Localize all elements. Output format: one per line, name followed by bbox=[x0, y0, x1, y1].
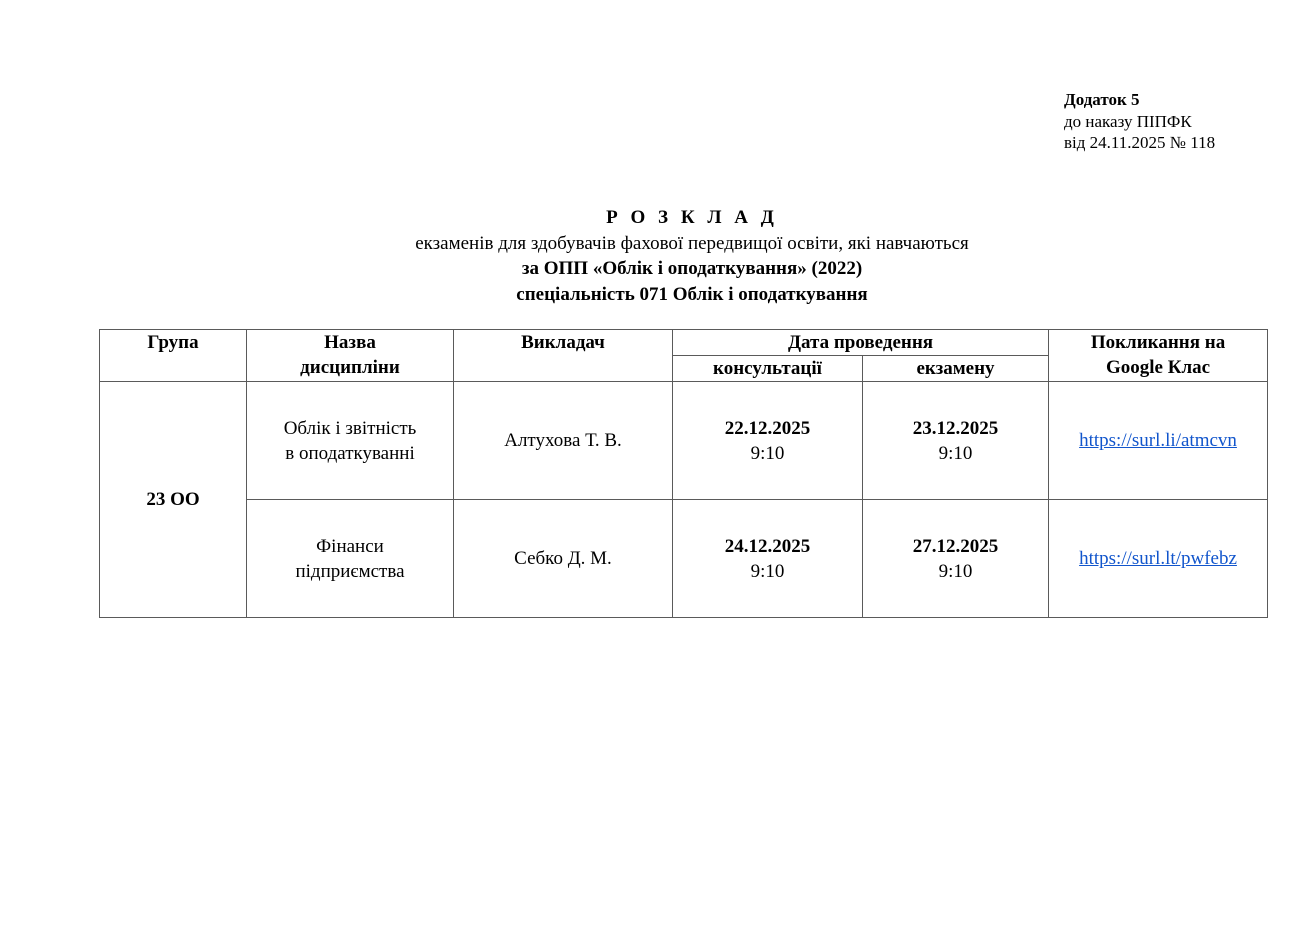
appendix-order-line: до наказу ПІПФК bbox=[1064, 111, 1192, 131]
exam-time: 9:10 bbox=[938, 442, 973, 464]
exam-time: 9:10 bbox=[938, 560, 973, 582]
header-discipline: Назва дисципліни bbox=[247, 330, 454, 382]
exam-cell bbox=[863, 500, 1049, 618]
consultation-date: 22.12.2025 bbox=[724, 417, 811, 439]
consultation-date: 24.12.2025 bbox=[724, 535, 811, 557]
heading-line-2: за ОПП «Облік і оподаткування» (2022) bbox=[521, 258, 863, 279]
document-title: Р О З К Л А Д bbox=[606, 207, 778, 228]
consultation-time: 9:10 bbox=[750, 560, 785, 582]
exam-schedule-table bbox=[99, 329, 1268, 618]
appendix-date-line: від 24.11.2025 № 118 bbox=[1064, 133, 1216, 152]
heading-line-3: спеціальність 071 Облік і оподаткування bbox=[516, 283, 868, 305]
consultation-cell bbox=[673, 382, 863, 500]
link-cell bbox=[1049, 382, 1268, 500]
appendix-title: Додаток 5 bbox=[1064, 90, 1140, 109]
link-cell bbox=[1049, 500, 1268, 618]
appendix-block bbox=[1064, 89, 1215, 154]
header-date: Дата проведення bbox=[673, 330, 1049, 356]
consultation-cell bbox=[673, 500, 863, 618]
header-group: Група bbox=[100, 330, 247, 382]
google-classroom-link[interactable]: https://surl.li/atmcvn bbox=[1079, 430, 1237, 451]
header-exam: екзамену bbox=[863, 356, 1049, 382]
exam-date: 27.12.2025 bbox=[912, 535, 999, 557]
teacher-cell: Алтухова Т. В. bbox=[454, 382, 673, 500]
document-heading bbox=[0, 205, 1316, 307]
table-row bbox=[100, 500, 1268, 618]
discipline-cell: Фінанси підприємства bbox=[247, 500, 454, 618]
discipline-cell: Облік і звітність в оподаткуванні bbox=[247, 382, 454, 500]
table-row bbox=[100, 382, 1268, 500]
exam-date: 23.12.2025 bbox=[912, 417, 999, 439]
google-classroom-link[interactable]: https://surl.lt/pwfebz bbox=[1079, 548, 1237, 569]
header-row bbox=[100, 330, 1268, 356]
teacher-cell: Себко Д. М. bbox=[454, 500, 673, 618]
consultation-time: 9:10 bbox=[750, 442, 785, 464]
exam-cell bbox=[863, 382, 1049, 500]
header-teacher: Викладач bbox=[454, 330, 673, 382]
heading-line-1: екзаменів для здобувачів фахової передвищої освіти, які навчаються bbox=[415, 232, 969, 254]
group-cell: 23 ОО bbox=[100, 382, 247, 618]
header-link: Покликання на Google Клас bbox=[1049, 330, 1268, 382]
header-consultation: консультації bbox=[673, 356, 863, 382]
